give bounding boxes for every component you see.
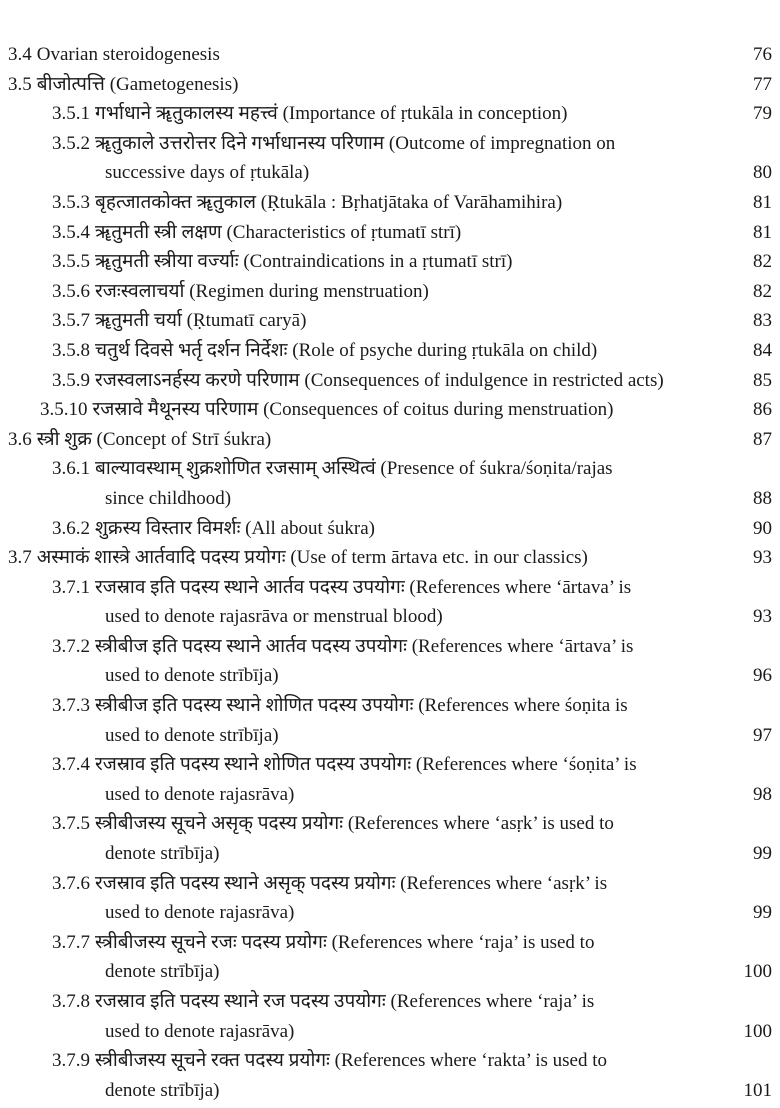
toc-entry-line [0, 247, 780, 277]
section-title: स्त्रीबीज इति पदस्य स्थाने शोणित पदस्य उपयोगः (References where śoṇita is [95, 695, 628, 717]
toc-entry[interactable] [0, 1046, 780, 1105]
section-title: अस्माकं शास्त्रे आर्तवादि पदस्य प्रयोगः (Use of term ārtava etc. in our classics) [36, 547, 588, 569]
section-title: denote strībīja) [105, 843, 220, 865]
toc-entry[interactable] [0, 336, 780, 366]
section-number: 3.7.5 [52, 813, 90, 835]
toc-entry-line [0, 129, 780, 159]
page-number: 100 [743, 961, 772, 983]
toc-entry-continuation [0, 780, 780, 810]
page-number: 98 [753, 783, 772, 805]
section-title: स्त्रीबीजस्य सूचने असृक् पदस्य प्रयोगः (References where ‘asṛk’ is used to [95, 813, 614, 835]
toc-entry[interactable] [0, 632, 780, 691]
toc-entry[interactable] [0, 247, 780, 277]
section-number: 3.5.5 [52, 251, 90, 273]
page-number: 96 [753, 665, 772, 687]
section-title: used to denote rajasrāva) [105, 783, 295, 805]
section-title: ॠतुमती स्त्री लक्षण (Characteristics of ṛtumatī strī) [95, 221, 462, 243]
section-number: 3.5.3 [52, 191, 90, 213]
toc-entry[interactable] [0, 306, 780, 336]
toc-entry-line [0, 188, 780, 218]
toc-entry-line [0, 869, 780, 899]
section-number: 3.5.9 [52, 369, 90, 391]
toc-entry[interactable] [0, 869, 780, 928]
page-number: 93 [753, 606, 772, 628]
toc-entry[interactable] [0, 366, 780, 396]
toc-entry[interactable] [0, 514, 780, 544]
toc-entry-continuation [0, 158, 780, 188]
page-number: 93 [753, 547, 772, 569]
toc-entry-line [0, 425, 780, 455]
toc-entry[interactable] [0, 99, 780, 129]
toc-entry[interactable] [0, 395, 780, 425]
toc-entry[interactable] [0, 928, 780, 987]
section-title: गर्भाधाने ॠतुकालस्य महत्त्वं (Importance of ṛtukāla in conception) [95, 103, 568, 125]
section-title: स्त्रीबीज इति पदस्य स्थाने आर्तव पदस्य उपयोगः (References where ‘ārtava’ is [95, 635, 634, 657]
table-of-contents [0, 40, 780, 1105]
section-title: denote strībīja) [105, 961, 220, 983]
section-number: 3.7.9 [52, 1050, 90, 1072]
toc-entry-continuation [0, 1076, 780, 1106]
section-number: 3.7.8 [52, 991, 90, 1012]
section-number: 3.7.3 [52, 695, 90, 717]
section-title: बीजोत्पत्ति (Gametogenesis) [36, 73, 239, 95]
section-number: 3.7.1 [52, 576, 90, 598]
toc-entry-continuation [0, 957, 780, 987]
toc-entry[interactable] [0, 691, 780, 750]
toc-entry-line [0, 809, 780, 839]
section-title: शुक्रस्य विस्तार विमर्शः (All about śukra) [95, 517, 375, 539]
toc-entry-continuation [0, 602, 780, 632]
section-number: 3.7.4 [52, 754, 90, 776]
toc-entry[interactable] [0, 454, 780, 513]
section-number: 3.7.2 [52, 635, 90, 657]
toc-entry-line [0, 395, 780, 425]
toc-entry-line [0, 277, 780, 307]
section-number: 3.5.1 [52, 103, 90, 125]
toc-entry-line [0, 218, 780, 248]
toc-entry-line [0, 306, 780, 336]
toc-entry-continuation [0, 839, 780, 869]
section-title: बृहत्जातकोक्त ॠतुकाल (Ṛtukāla : Bṛhatjātaka of Varāhamihira) [95, 191, 563, 213]
toc-entry-line [0, 632, 780, 662]
section-number: 3.7 [8, 547, 32, 569]
toc-entry-continuation [0, 484, 780, 514]
page-number: 101 [743, 1079, 772, 1101]
toc-entry[interactable] [0, 573, 780, 632]
page-number: 80 [753, 162, 772, 184]
section-number: 3.5.7 [52, 310, 90, 332]
section-title: used to denote rajasrāva) [105, 1020, 295, 1042]
toc-entry-line [0, 691, 780, 721]
section-title: रजःस्वलाचर्या (Regimen during menstruation) [95, 280, 429, 302]
section-title: ॠतुमती चर्या (Ṛtumatī caryā) [95, 310, 307, 332]
toc-entry-line [0, 40, 780, 70]
section-title: used to denote strībīja) [105, 724, 279, 746]
section-title: used to denote rajasrāva) [105, 902, 295, 924]
section-number: 3.5.6 [52, 280, 90, 302]
toc-entry[interactable] [0, 750, 780, 809]
toc-entry-continuation [0, 898, 780, 928]
toc-entry-continuation [0, 721, 780, 751]
section-number: 3.7.7 [52, 931, 90, 953]
page-number: 84 [753, 339, 772, 361]
section-title: स्त्री शुक्र (Concept of Strī śukra) [36, 428, 272, 450]
page-number: 99 [753, 843, 772, 865]
section-title: successive days of ṛtukāla) [105, 162, 310, 184]
page-number: 82 [753, 280, 772, 302]
toc-entry[interactable] [0, 987, 780, 1046]
page-number: 85 [753, 369, 772, 391]
toc-entry[interactable] [0, 809, 780, 868]
toc-entry-line [0, 514, 780, 544]
toc-entry-line [0, 928, 780, 958]
page-number: 86 [753, 399, 772, 421]
section-title: रजस्वलाऽनर्हस्य करणे परिणाम (Consequences of indulgence in restricted acts) [95, 369, 664, 391]
section-number: 3.5.2 [52, 132, 90, 154]
toc-entry[interactable] [0, 218, 780, 248]
section-title: रजस्राव इति पदस्य स्थाने रज पदस्य उपयोगः (References where ‘raja’ is [95, 991, 595, 1012]
page-number: 90 [753, 517, 772, 539]
toc-entry[interactable] [0, 543, 780, 573]
section-title: चतुर्थ दिवसे भर्तृ दर्शन निर्देशः (Role of psyche during ṛtukāla on child) [95, 339, 598, 361]
toc-entry[interactable] [0, 70, 780, 100]
section-number: 3.4 [8, 44, 32, 65]
toc-entry[interactable] [0, 40, 780, 70]
toc-entry-line [0, 99, 780, 129]
section-number: 3.6 [8, 428, 32, 450]
page-number: 77 [753, 73, 772, 95]
toc-entry-line [0, 573, 780, 603]
page-number: 100 [743, 1020, 772, 1042]
page-number: 81 [753, 191, 772, 213]
toc-entry-continuation [0, 1017, 780, 1047]
toc-entry-line [0, 70, 780, 100]
section-number: 3.5 [8, 73, 32, 95]
toc-entry-line [0, 750, 780, 780]
page-number: 76 [753, 44, 772, 65]
section-title: Ovarian steroidogenesis [36, 44, 220, 65]
section-title: ॠतुमती स्त्रीया वर्ज्याः (Contraindications in a ṛtumatī strī) [95, 251, 513, 273]
section-title: used to denote rajasrāva or menstrual blood) [105, 606, 443, 628]
page-number: 97 [753, 724, 772, 746]
page-number: 83 [753, 310, 772, 332]
section-number: 3.5.4 [52, 221, 90, 243]
section-title: स्त्रीबीजस्य सूचने रजः पदस्य प्रयोगः (References where ‘raja’ is used to [95, 931, 595, 953]
section-number: 3.6.2 [52, 517, 90, 539]
toc-entry[interactable] [0, 425, 780, 455]
section-number: 3.7.6 [52, 872, 90, 894]
section-title: रजस्राव इति पदस्य स्थाने आर्तव पदस्य उपयोगः (References where ‘ārtava’ is [95, 576, 632, 598]
section-title: used to denote strībīja) [105, 665, 279, 687]
toc-entry[interactable] [0, 277, 780, 307]
section-title: denote strībīja) [105, 1079, 220, 1101]
toc-entry-continuation [0, 661, 780, 691]
page-number: 79 [753, 103, 772, 125]
page-number: 82 [753, 251, 772, 273]
section-title: स्त्रीबीजस्य सूचने रक्त पदस्य प्रयोगः (References where ‘rakta’ is used to [95, 1050, 608, 1072]
toc-entry-line [0, 454, 780, 484]
page-number: 81 [753, 221, 772, 243]
toc-entry[interactable] [0, 188, 780, 218]
section-number: 3.5.10 [40, 399, 88, 421]
page-number: 87 [753, 428, 772, 450]
section-title: ॠतुकाले उत्तरोत्तर दिने गर्भाधानस्य परिणाम (Outcome of impregnation on [95, 132, 616, 154]
toc-entry-line [0, 336, 780, 366]
section-title: रजस्राव इति पदस्य स्थाने असृक् पदस्य प्रयोगः (References where ‘asṛk’ is [95, 872, 608, 894]
page-number: 88 [753, 487, 772, 509]
toc-entry-line [0, 543, 780, 573]
section-title: रजस्राव इति पदस्य स्थाने शोणित पदस्य उपयोगः (References where ‘śoṇita’ is [95, 754, 637, 776]
page-number: 99 [753, 902, 772, 924]
toc-entry-line [0, 366, 780, 396]
section-number: 3.6.1 [52, 458, 90, 480]
section-title: बाल्यावस्थाम् शुक्रशोणित रजसाम् अस्थित्वं (Presence of śukra/śoṇita/rajas [95, 458, 613, 480]
section-title: रजस्रावे मैथूनस्य परिणाम (Consequences of coitus during menstruation) [92, 399, 614, 421]
section-number: 3.5.8 [52, 339, 90, 361]
section-title: since childhood) [105, 487, 232, 509]
toc-entry-line [0, 987, 780, 1017]
toc-entry-line [0, 1046, 780, 1076]
toc-entry[interactable] [0, 129, 780, 188]
